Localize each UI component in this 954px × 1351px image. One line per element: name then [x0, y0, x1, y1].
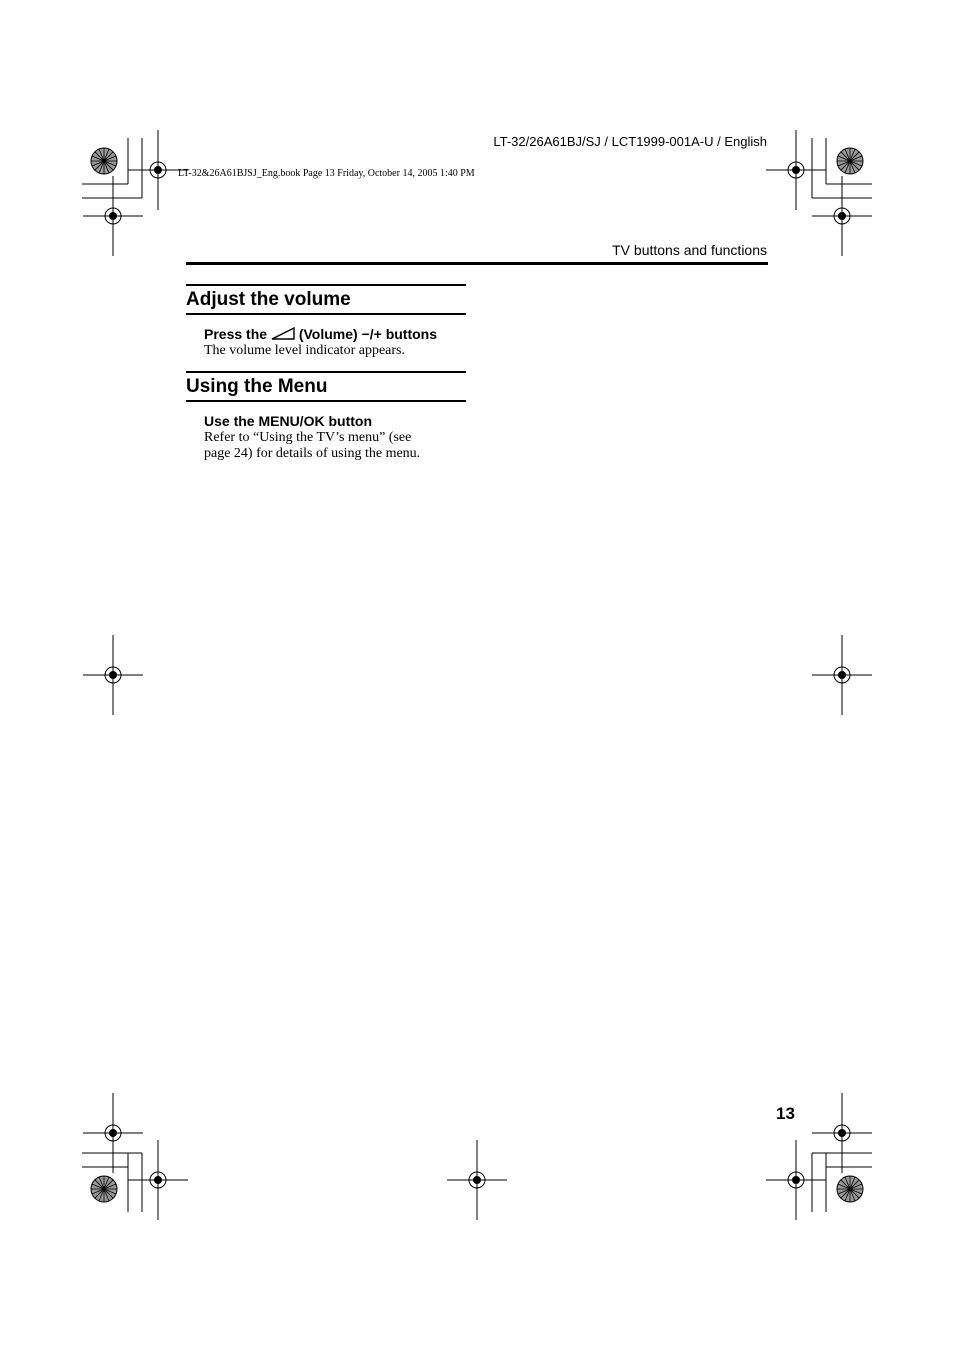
- body-text: The volume level indicator appears.: [204, 343, 405, 358]
- section-rule-bottom: [186, 313, 466, 315]
- crosshair-registration-icon: [83, 1093, 143, 1173]
- crosshair-registration-icon: [83, 176, 143, 256]
- crosshair-registration-icon: [128, 1140, 188, 1220]
- radial-starburst-icon: [837, 148, 863, 174]
- body-text-line: page 24) for details of using the menu.: [204, 446, 421, 461]
- model-line: LT-32/26A61BJ/SJ / LCT1999-001A-U / English: [493, 134, 767, 149]
- radial-starburst-icon: [91, 148, 117, 174]
- instruction-suffix: (Volume) −/+ buttons: [298, 326, 438, 342]
- section-title: Using the Menu: [186, 376, 328, 397]
- crosshair-registration-icon: [83, 635, 143, 715]
- instruction-prefix: Press the: [204, 326, 268, 342]
- section-rule-bottom: [186, 400, 466, 402]
- header-rule: [186, 262, 768, 265]
- section-rule-top: [186, 371, 466, 373]
- volume-wedge-icon: [271, 327, 295, 343]
- crosshair-registration-icon: [766, 1140, 826, 1220]
- crosshair-registration-icon: [812, 1093, 872, 1173]
- section-title: Adjust the volume: [186, 289, 351, 310]
- body-text-line: Refer to “Using the TV’s menu” (see: [204, 430, 412, 445]
- crosshair-registration-icon: [812, 176, 872, 256]
- radial-starburst-icon: [837, 1176, 863, 1202]
- crosshair-registration-icon: [812, 635, 872, 715]
- instruction-heading: Use the MENU/OK button: [204, 413, 372, 429]
- crosshair-registration-icon: [447, 1140, 507, 1220]
- section-header: TV buttons and functions: [612, 242, 767, 258]
- radial-starburst-icon: [91, 1176, 117, 1202]
- book-info-line: LT-32&26A61BJSJ_Eng.book Page 13 Friday, October 14, 2005 1:40 PM: [178, 168, 475, 179]
- page-number: 13: [776, 1104, 795, 1123]
- instruction-heading: [204, 326, 437, 343]
- section-rule-top: [186, 284, 466, 286]
